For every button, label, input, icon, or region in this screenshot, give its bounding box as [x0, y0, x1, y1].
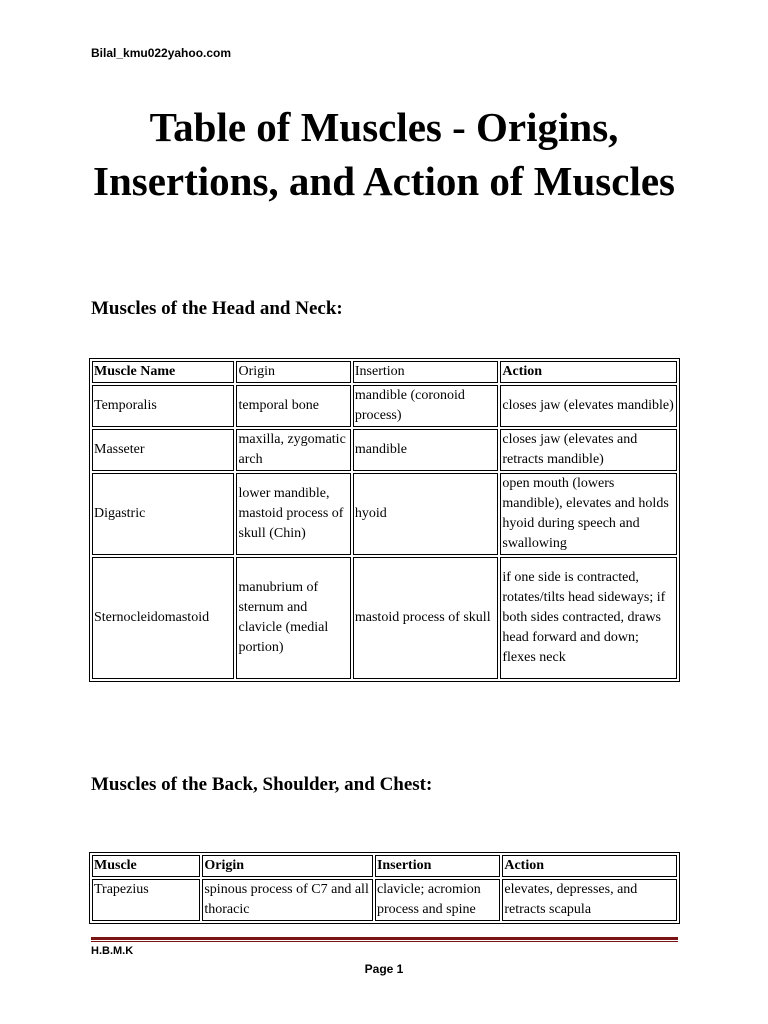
table-cell: mandible [353, 429, 499, 471]
column-header: Insertion [375, 855, 500, 877]
table-cell: clavicle; acromion process and spine [375, 879, 500, 921]
column-header: Origin [202, 855, 373, 877]
footer-rule-thin [91, 941, 678, 942]
table-cell: temporal bone [236, 385, 350, 427]
table-cell: spinous process of C7 and all thoracic [202, 879, 373, 921]
footer-initials: H.B.M.K [91, 945, 134, 957]
table-row [92, 879, 677, 921]
column-header: Action [502, 855, 677, 877]
table-cell: Digastric [92, 473, 234, 555]
author-email: Bilal_kmu022yahoo.com [91, 46, 232, 60]
table-cell: Trapezius [92, 879, 200, 921]
table-cell: mandible (coronoid process) [353, 385, 499, 427]
table-cell: maxilla, zygomatic arch [236, 429, 350, 471]
table-cell: closes jaw (elevates and retracts mandible) [500, 429, 677, 471]
table-row [92, 429, 677, 471]
table-row [92, 473, 677, 555]
column-header: Insertion [353, 361, 499, 383]
table-header-row [92, 855, 677, 877]
table-row [92, 385, 677, 427]
page-number: Page 1 [364, 962, 404, 976]
section-heading-head-neck: Muscles of the Head and Neck: [91, 298, 343, 319]
table-cell: lower mandible, mastoid process of skull (Chin) [236, 473, 350, 555]
document-title: Table of Muscles - Origins, Insertions, and Action of Muscles [92, 104, 675, 204]
table-row [92, 557, 677, 679]
head-neck-muscles-table [89, 358, 680, 682]
back-shoulder-chest-muscles-table [89, 852, 680, 924]
table-header-row [92, 361, 677, 383]
table-cell: Temporalis [92, 385, 234, 427]
column-header: Action [500, 361, 677, 383]
table-cell: if one side is contracted, rotates/tilts head sideways; if both sides contracted, draws head forward and down; flexes neck [500, 557, 677, 679]
table-cell: elevates, depresses, and retracts scapula [502, 879, 677, 921]
table-cell: Masseter [92, 429, 234, 471]
table-cell: closes jaw (elevates mandible) [500, 385, 677, 427]
table-cell: mastoid process of skull [353, 557, 499, 679]
table-cell: manubrium of sternum and clavicle (medial portion) [236, 557, 350, 679]
column-header: Muscle [92, 855, 200, 877]
table-cell: hyoid [353, 473, 499, 555]
column-header: Origin [236, 361, 350, 383]
footer-rule [91, 937, 678, 940]
table-cell: Sternocleidomastoid [92, 557, 234, 679]
table-cell: open mouth (lowers mandible), elevates and holds hyoid during speech and swallowing [500, 473, 677, 555]
section-heading-back-shoulder-chest: Muscles of the Back, Shoulder, and Chest: [91, 774, 433, 795]
column-header: Muscle Name [92, 361, 234, 383]
